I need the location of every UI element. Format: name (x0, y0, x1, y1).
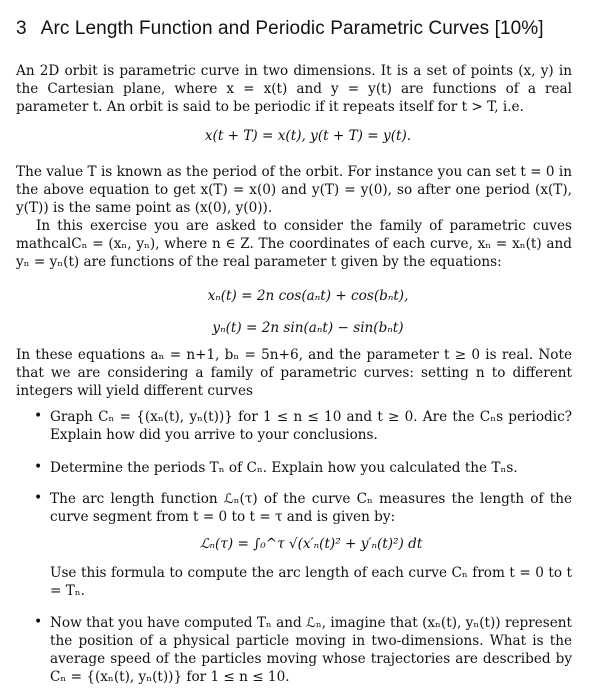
bullet-item-periods: • Determine the periods Tₙ of Cₙ. Explain how you calculated the Tₙs. (34, 459, 518, 476)
bullet-marker: • (34, 490, 43, 506)
bullet-marker: • (34, 614, 43, 630)
bullet-item-graph: • Graph Cₙ = {(xₙ(t), yₙ(t))} for 1 ≤ n ≤ 10 and t ≥ 0. Are the Cₙs periodic? Explain how did you arrive to your conclusions. (34, 408, 572, 443)
section-title: Arc Length Function and Periodic Parametric Curves [10%] (40, 18, 544, 39)
section-heading (16, 18, 544, 40)
intro-paragraph: An 2D orbit is parametric curve in two dimensions. It is a set of points (x, y) in the Cartesian plane, where x = x(t) and y = y(t) are functions of a real parameter t. An orbit is said to be periodic if it repeats itself for t > T, i.e. (16, 63, 572, 115)
section-number: 3 (16, 18, 27, 39)
periodicity-equation: x(t + T) = x(t), y(t + T) = y(t). (204, 128, 412, 144)
bullet-marker: • (34, 408, 43, 424)
exercise-paragraph: In this exercise you are asked to consider the family of parametric cuves mathcalCₙ = (xₙ, yₙ), where n ∈ Z. The coordinates of each curve, xₙ = xₙ(t) and yₙ = yₙ(t) are functions of the real parameter t given by the equations: (16, 218, 572, 270)
bullet-marker: • (34, 459, 43, 475)
bullet-item-arc-length: • The arc length function ℒₙ(τ) of the curve Cₙ measures the length of the curve segment from t = 0 to t = τ and is given by: ℒₙ(τ) = ∫₀^τ √(x′ₙ(t)² + y′ₙ(t)²) dt Use this formula to compute the arc length of each curve Cₙ from t = 0 to t = Tₙ. (34, 490, 572, 599)
period-paragraph: The value T is known as the period of the orbit. For instance you can set t = 0 in the above equation to get x(T) = x(0) and y(T) = y(0), so after one period (x(T), y(T)) is the same point as (x(0), y(0)). (16, 164, 572, 216)
equation-x: xₙ(t) = 2n cos(aₙt) + cos(bₙt), (207, 288, 409, 304)
equation-y: yₙ(t) = 2n sin(aₙt) − sin(bₙt) (212, 320, 404, 336)
arc-length-usage: Use this formula to compute the arc length of each curve Cₙ from t = 0 to t = Tₙ. (50, 565, 572, 599)
arc-length-equation: ℒₙ(τ) = ∫₀^τ √(x′ₙ(t)² + y′ₙ(t)²) dt (199, 536, 423, 552)
definitions-paragraph: In these equations aₙ = n+1, bₙ = 5n+6, and the parameter t ≥ 0 is real. Note that we are considering a family of parametric curves: setting n to different integers will yield different curves (16, 347, 572, 399)
bullet-item-average-speed: • Now that you have computed Tₙ and ℒₙ, imagine that (xₙ(t), yₙ(t)) represent the position of a physical particle moving in two-dimensions. What is the average speed of the particles moving whose trajectories are described by Cₙ = {(xₙ(t), yₙ(t))} for 1 ≤ n ≤ 10. (34, 614, 572, 685)
